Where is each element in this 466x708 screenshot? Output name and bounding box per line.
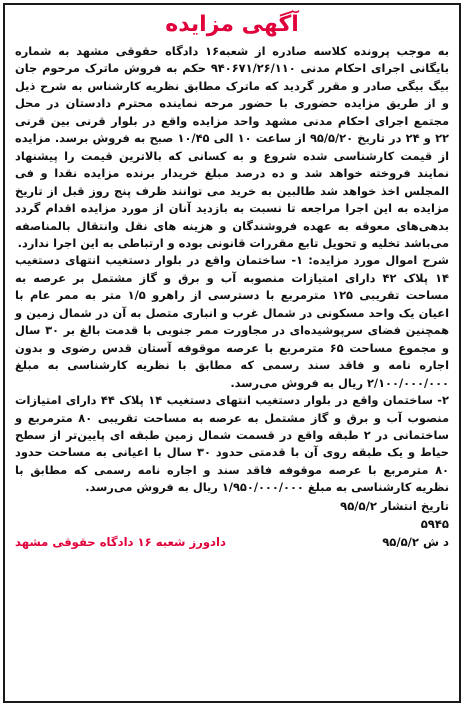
notice-number: ۵۹۴۵ [420, 516, 449, 531]
notice-paragraph-item-2: ۲- ساختمان واقع در بلوار دستغیب انتهای دستغیب ۱۴ پلاک ۴۴ دارای امتیازات منصوب آب و برق و گاز مشتمل به عرصه به مساحت تقریبی ۸۰ مترمربع و ساختمانی در ۲ طبقه واقع در قسمت شمال زمین طبقه ای پایین‌تر از سطح حیاط و یک طبقه روی آن با قدمتی حدود ۳۰ سال با اعیانی به مساحت حدود ۸۰ مترمربع با عرصه موقوفه فاقد سند و اجاره نامه رسمی که مطابق با نظریه کارشناسی به مبلغ ۱/۹۵۰/۰۰۰/۰۰۰ ریال به فروش می‌رسد. [15, 393, 449, 495]
publish-date: تاریخ انتشار ۹۵/۵/۲ [340, 498, 449, 513]
notice-title: آگهی مزایده [165, 12, 299, 37]
notice-frame [3, 3, 461, 703]
notice-code: د ش ۹۵/۵/۲ [382, 534, 449, 549]
footer-row [15, 533, 449, 551]
notice-paragraph-item-1: شرح اموال مورد مزایده: ۱- ساختمان واقع در بلوار دستغیب انتهای دستغیب ۱۴ پلاک ۴۲ دارای امتیازات منصوبه آب و برق و گاز مشتمل بر عرصه به مساحت تقریبی ۱۲۵ مترمربع با دسترسی از راهرو ۱/۵ متر به ممر عام با اعیان یک واحد مسکونی در شمال غرب و انباری متصل به آن در شمال زمین و همچنین فضای سرپوشیده‌ای در مجاورت ممر جنوبی با قدمت بالغ بر ۳۰ سال و مجموع مساحت ۶۵ مترمربع با عرصه موقوفه آستان قدس رضوی و بدون اجاره نامه و فاقد سند رسمی که مطابق با نظریه کارشناسی به مبلغ ۲/۱۰۰/۰۰۰/۰۰۰ ریال به فروش می‌رسد. [15, 253, 449, 390]
notice-paragraph-intro: به موجب پرونده کلاسه صادره از شعبه۱۶ دادگاه حقوقی مشهد به شماره بایگانی اجرای احکام مدنی ۹۴۰۶۷۱/۲۶/۱۱۰ حکم به فروش ماترک مرحوم جان بیگ بیگی صادر و مقرر گردید که ماترک مطابق نظریه کارشناس به شرح ذیل و از طریق مزایده حضوری با حضور مرحه نماینده محترم دادستان در محل مجتمع اجرای احکام مدنی مشهد واحد مزایده واقع در بلوار قرنی بین قرنی ۲۲ و ۲۴ در تاریخ ۹۵/۵/۲۰ از ساعت ۱۰ الی ۱۰/۴۵ صبح به فروش برسد. مزایده از قیمت کارشناسی شده شروع و به کسانی که بالاترین قیمت را پیشنهاد نمایند فروخته خواهد شد و ده درصد مبلغ خریدار برنده مزایده نقدا و فی المجلس اخذ خواهد شد طالبین به خرید می توانند ظرف پنج روز قبل از تاریخ مزایده به این اجرا مراجعه تا نسبت به بازدید آنان از مورد مزایده اقدام گردد بدهی‌های معوقه به عهده فروشندگان و هزینه های نقل وانتقال بالمناصفه می‌باشد تخلیه و تحویل تابع مقررات قانونی بوده و ارتباطی به این اجرا ندارد. [15, 44, 449, 250]
signer: دادورز شعبه ۱۶ دادگاه حقوقی مشهد [15, 534, 226, 549]
